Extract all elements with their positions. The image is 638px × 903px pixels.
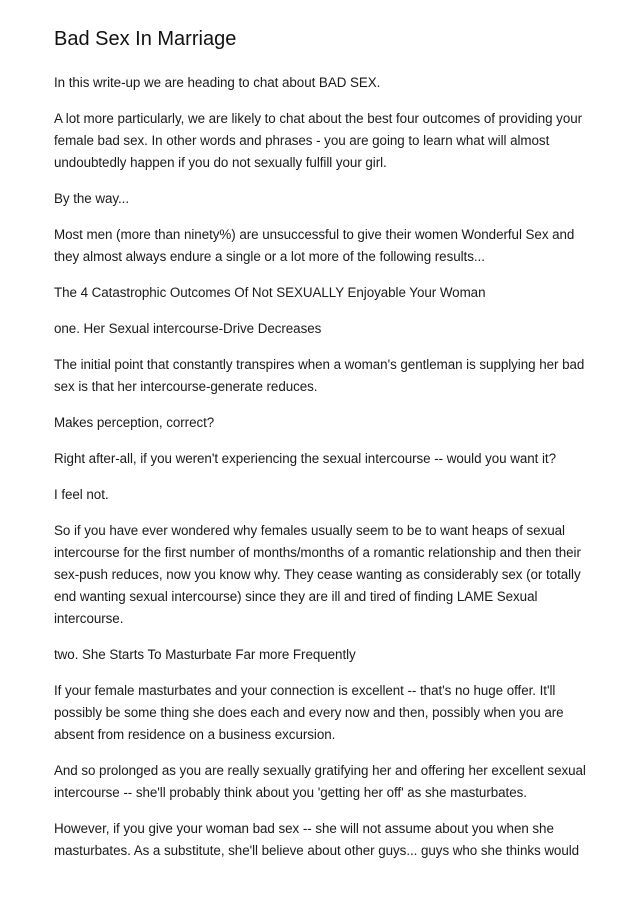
subsection-heading: two. She Starts To Masturbate Far more Frequently: [54, 647, 356, 662]
subsection-heading: one. Her Sexual intercourse-Drive Decreases: [54, 321, 322, 336]
paragraph: Most men (more than ninety%) are unsuccessful to give their women Wonderful Sex and they almost always endure a single or a lot more of the following results...: [54, 227, 575, 264]
paragraph: Makes perception, correct?: [54, 415, 215, 430]
paragraph: I feel not.: [54, 487, 109, 502]
paragraph: The initial point that constantly transpires when a woman's gentleman is supplying her bad sex is that her intercourse-generate reduces.: [54, 357, 585, 394]
paragraph: And so prolonged as you are really sexually gratifying her and offering her excellent sexual intercourse -- she'll probably think about you 'getting her off' as she masturbates.: [54, 763, 586, 800]
paragraph: Right after-all, if you weren't experiencing the sexual intercourse -- would you want it?: [54, 451, 556, 466]
document-page: [54, 26, 586, 876]
paragraph: However, if you give your woman bad sex -- she will not assume about you when she masturbates. As a substitute, she'll believe about other guys... guys who she thinks would: [54, 821, 580, 858]
paragraph-intro: In this write-up we are heading to chat about BAD SEX.: [54, 75, 381, 90]
paragraph: If your female masturbates and your connection is excellent -- that's no huge offer. It'll possibly be some thing she does each and every now and then, possibly when you are absent from residence on a business excursion.: [54, 683, 564, 742]
paragraph: A lot more particularly, we are likely to chat about the best four outcomes of providing your female bad sex. In other words and phrases - you are going to learn what will almost undoubtedly happen if you do not sexually fulfill your girl.: [54, 111, 583, 170]
section-heading: The 4 Catastrophic Outcomes Of Not SEXUALLY Enjoyable Your Woman: [54, 285, 486, 300]
paragraph: So if you have ever wondered why females usually seem to be to want heaps of sexual intercourse for the first number of months/months of a romantic relationship and then their sex-push reduces, now you know why. They cease wanting as considerably sex (or totally end wanting sexual intercourse) since they are ill and tired of finding LAME Sexual intercourse.: [54, 523, 581, 626]
paragraph: By the way...: [54, 191, 130, 206]
document-title: Bad Sex In Marriage: [54, 28, 237, 50]
